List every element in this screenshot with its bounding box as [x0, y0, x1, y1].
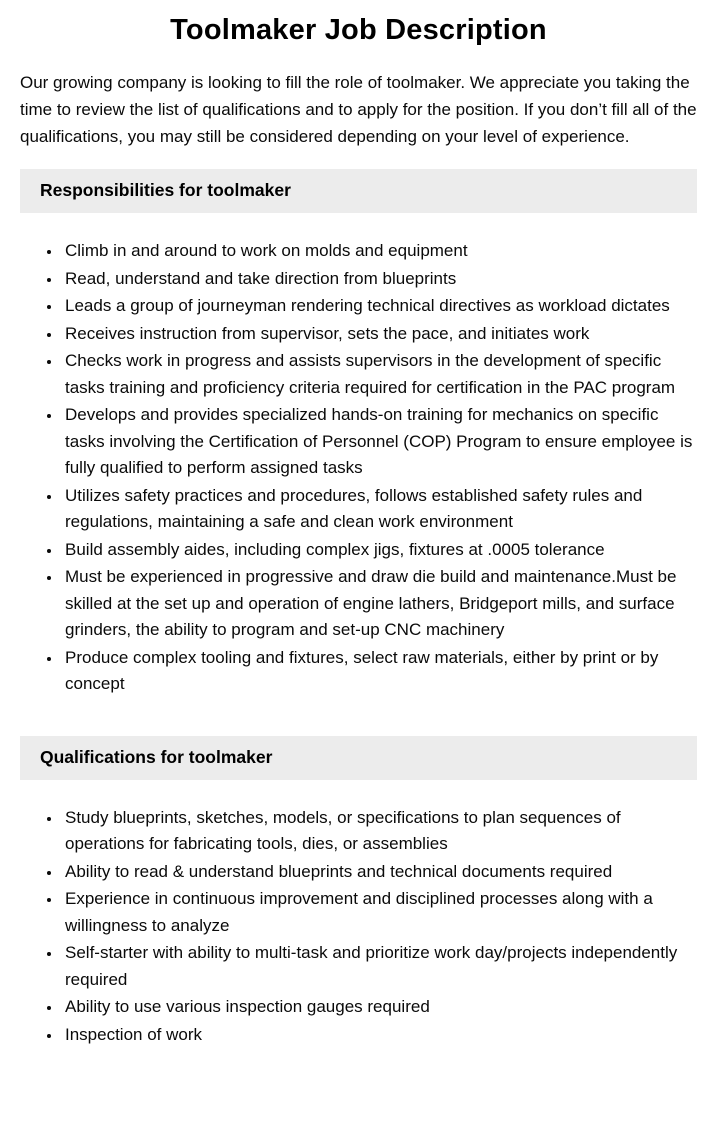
section-responsibilities: [20, 169, 697, 698]
list-item: • Ability to use various inspection gauges required: [62, 994, 697, 1021]
intro-paragraph: Our growing company is looking to fill the role of toolmaker. We appreciate you taking the time to review the list of qualifications and to apply for the position. If you don’t fill all of the qualifications, you may still be considered depending on your level of experience.: [20, 73, 697, 146]
list-item: • Build assembly aides, including complex jigs, fixtures at .0005 tolerance: [62, 537, 697, 564]
list-item: • Develops and provides specialized hands-on training for mechanics on specific tasks involving the Certification of Personnel (COP) Program to ensure employee is fully qualified to perform assigned tasks: [62, 402, 697, 482]
list-item: • Leads a group of journeyman rendering technical directives as workload dictates: [62, 293, 697, 320]
qualifications-section-heading: Qualifications for toolmaker: [20, 736, 697, 780]
responsibilities-section-heading: Responsibilities for toolmaker: [20, 169, 697, 213]
qualifications-list: [20, 805, 697, 1049]
list-item: • Receives instruction from supervisor, sets the pace, and initiates work: [62, 321, 697, 348]
list-item: • Read, understand and take direction from blueprints: [62, 266, 697, 293]
responsibilities-list: [20, 238, 697, 698]
page-title: Toolmaker Job Description: [170, 14, 547, 46]
list-item: • Ability to read & understand blueprints and technical documents required: [62, 859, 697, 886]
list-item: • Experience in continuous improvement and disciplined processes along with a willingness to analyze: [62, 886, 697, 939]
list-item: • Climb in and around to work on molds and equipment: [62, 238, 697, 265]
list-item: • Study blueprints, sketches, models, or specifications to plan sequences of operations for fabricating tools, dies, or assemblies: [62, 805, 697, 858]
list-item: • Inspection of work: [62, 1022, 697, 1049]
list-item: • Must be experienced in progressive and draw die build and maintenance.Must be skilled at the set up and operation of engine lathers, Bridgeport mills, and surface grinders, the ability to program and set-up CNC machinery: [62, 564, 697, 644]
section-qualifications: [20, 736, 697, 1049]
list-item: • Produce complex tooling and fixtures, select raw materials, either by print or by concept: [62, 645, 697, 698]
list-item: • Checks work in progress and assists supervisors in the development of specific tasks training and proficiency criteria required for certification in the PAC program: [62, 348, 697, 401]
list-item: • Self-starter with ability to multi-task and prioritize work day/projects independently required: [62, 940, 697, 993]
list-item: • Utilizes safety practices and procedures, follows established safety rules and regulations, maintaining a safe and clean work environment: [62, 483, 697, 536]
